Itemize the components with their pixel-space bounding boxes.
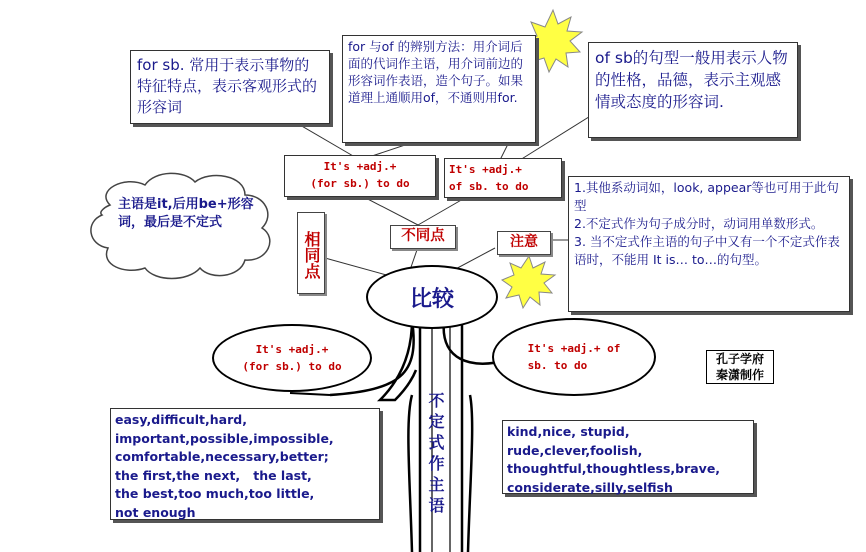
label-differences: 不同点 <box>390 225 456 249</box>
label-attention: 注意 <box>497 231 551 255</box>
credit-line-2: 秦潇制作 <box>715 368 764 382</box>
pattern-for-top: It's +adj.+ (for sb.) to do <box>284 155 436 197</box>
label-same-points: 相同点 <box>297 212 325 294</box>
pattern-of-bottom-text: It's +adj.+ of sb. to do <box>527 342 621 372</box>
adjectives-of-list: kind,nice, stupid, rude,clever,foolish, thoughtful,thoughtless,brave, considerate,silly,selfish <box>502 420 754 494</box>
pattern-for-bottom <box>212 324 372 392</box>
attention-notes: 1.其他系动词如，look, appear等也可用于此句型 2.不定式作为句子成分时，动词用单数形式。 3. 当不定式作主语的句子中又有一个不定式作表语时，不能用 It is… to…的句型。 <box>568 176 850 312</box>
pattern-for-bottom-text: It's +adj.+ (for sb.) to do <box>242 343 342 373</box>
starburst-right <box>502 256 555 308</box>
adjectives-for-list: easy,difficult,hard, important,possible,impossible, comfortable,necessary,better; the first,the next, the last, the best,too much,too little, not enough <box>110 408 380 520</box>
center-label: 比较 <box>409 286 454 312</box>
credit-box <box>706 350 774 384</box>
credit-line-1: 孔子学府 <box>715 352 764 366</box>
trunk-label: 不定式作主语 <box>426 392 445 518</box>
note-of-sb: of sb的句型一般用表示人物的性格，品德，表示主观感情或态度的形容词. <box>588 42 798 138</box>
center-compare-node <box>366 265 498 329</box>
note-for-of-difference: for 与of 的辨别方法：用介词后面的代词作主语，用介词前边的形容词作表语，造个句子。如果道理上通顺用of，不通则用for. <box>342 35 536 143</box>
cloud-note: 主语是it,后用be+形容词，最后是不定式 <box>118 197 254 230</box>
pattern-of-bottom <box>492 318 656 396</box>
pattern-of-top: It's +adj.+ of sb. to do <box>444 158 562 198</box>
note-for-sb: for sb. 常用于表示事物的特征特点，表示客观形式的形容词 <box>130 50 330 124</box>
